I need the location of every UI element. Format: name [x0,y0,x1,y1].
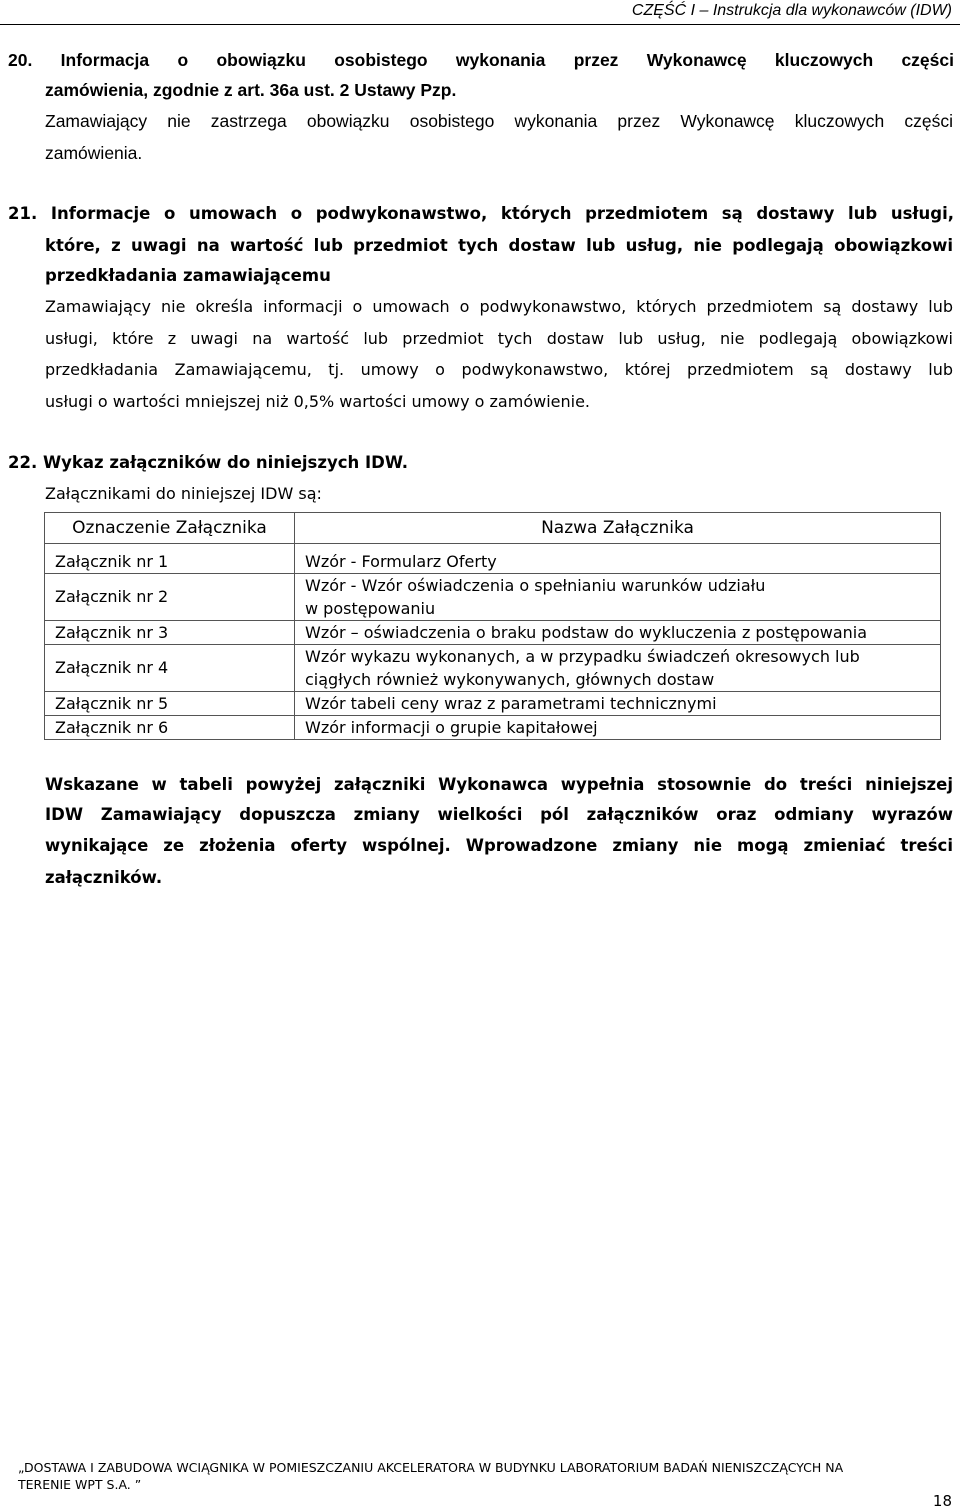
table-row [45,620,941,644]
footer-line-1: „DOSTAWA I ZABUDOWA WCIĄGNIKA W POMIESZCZANIU AKCELERATORA W BUDYNKU LABORATORIUM BADAŃ NIENISZCZĄCYCH NA [18,1460,844,1475]
running-header: CZĘŚĆ I – Instrukcja dla wykonawców (IDW) [631,2,952,19]
attachment-id: Załącznik nr 4 [45,644,295,691]
section-21-body-line-1: Zamawiający nie określa informacji o umowach o podwykonawstwo, których przedmiotem są dostawy lub [45,297,953,316]
page-number: 18 [932,1492,952,1510]
section-22-intro: Załącznikami do niniejszej IDW są: [45,484,322,503]
table-row [45,573,941,620]
table-row [45,691,941,715]
attachment-id: Załącznik nr 6 [45,715,295,739]
section-21-body-line-3: przedkładania Zamawiającemu, tj. umowy o podwykonawstwo, której przedmiotem są dostawy lub [45,360,953,379]
section-number: 20. [8,50,33,70]
section-21-body-line-4: usługi o wartości mniejszej niż 0,5% wartości umowy o zamówienie. [45,392,590,411]
attachment-name: Wzór wykazu wykonanych, a w przypadku świadczeń okresowych lub ciągłych również wykonywanych, głównych dostaw [295,644,941,691]
attachments-table [44,512,941,740]
attachment-name: Wzór tabeli ceny wraz z parametrami technicznymi [295,691,941,715]
table-header-row [45,513,941,544]
attachment-name: Wzór – oświadczenia o braku podstaw do wykluczenia z postępowania [295,620,941,644]
attachment-name: Wzór - Wzór oświadczenia o spełnianiu warunków udziału w postępowaniu [295,573,941,620]
section-21-title-line-2: które, z uwagi na wartość lub przedmiot tych dostaw lub usług, nie podlegają obowiązkowi [45,236,953,255]
table-row [45,550,941,574]
section-20-title-line-1: 20. Informacja o obowiązku osobistego wykonania przez Wykonawcę kluczowych części [8,50,954,70]
attachment-id: Załącznik nr 2 [45,573,295,620]
section-22-title: 22. Wykaz załączników do niniejszych IDW. [8,453,408,472]
attachment-name: Wzór - Formularz Oferty [295,550,941,574]
section-21-title-line-1: 21. Informacje o umowach o podwykonawstwo, których przedmiotem są dostawy lub usługi, [8,204,954,223]
closing-line-2: IDW Zamawiający dopuszcza zmiany wielkości pól załączników oraz odmiany wyrazów [45,805,953,824]
footer [18,1459,938,1493]
section-21-body-line-2: usługi, które z uwagi na wartość lub przedmiot tych dostaw lub usług, nie podlegają obowiązkowi [45,329,953,348]
attachment-id: Załącznik nr 1 [45,550,295,574]
attachment-id: Załącznik nr 5 [45,691,295,715]
closing-line-1: Wskazane w tabeli powyżej załączniki Wykonawca wypełnia stosownie do treści niniejszej [45,775,953,794]
section-21-title-line-3: przedkładania zamawiającemu [45,266,331,285]
table-row [45,644,941,691]
closing-line-3: wynikające ze złożenia oferty wspólnej. Wprowadzone zmiany nie mogą zmieniać treści [45,836,953,855]
section-20-body-line-1: Zamawiający nie zastrzega obowiązku osobistego wykonania przez Wykonawcę kluczowych części [45,111,953,131]
footer-line-2: TERENIE WPT S.A. ” [18,1477,142,1492]
table-row [45,715,941,739]
section-20-title-line-2: zamówienia, zgodnie z art. 36a ust. 2 Ustawy Pzp. [45,80,457,100]
header-rule [0,24,960,25]
col-header-designation: Oznaczenie Załącznika [45,513,295,544]
section-20-body-line-2: zamówienia. [45,143,143,163]
closing-line-4: załączników. [45,868,163,887]
col-header-name: Nazwa Załącznika [295,513,941,544]
attachment-name: Wzór informacji o grupie kapitałowej [295,715,941,739]
attachment-id: Załącznik nr 3 [45,620,295,644]
